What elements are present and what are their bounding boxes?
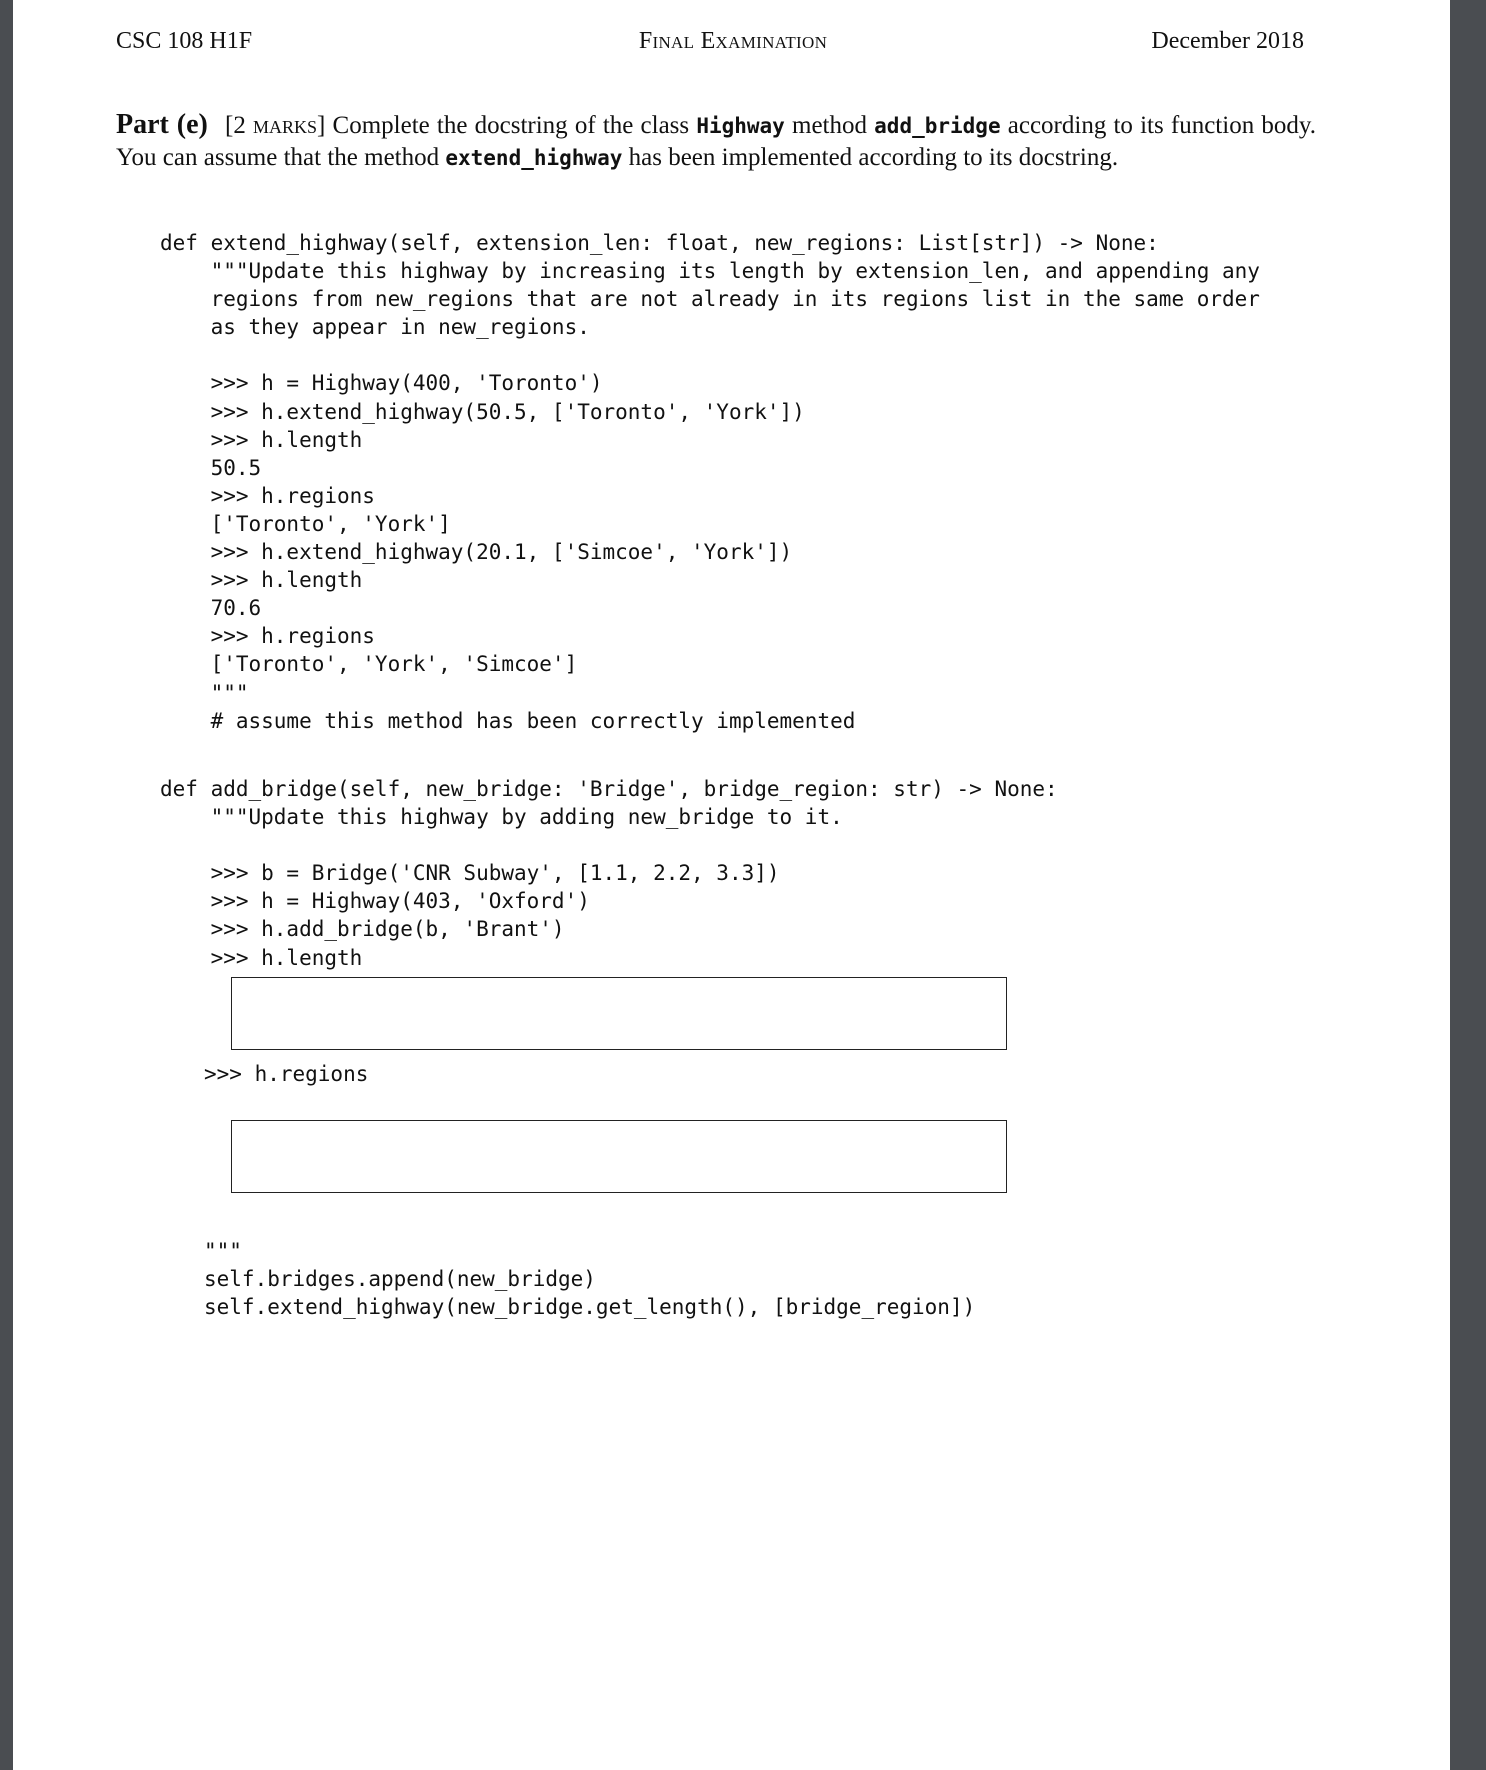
part-label: Part (e) bbox=[116, 109, 208, 140]
course-code: CSC 108 H1F bbox=[116, 28, 253, 54]
add-bridge-code: def add_bridge(self, new_bridge: 'Bridge', bridge_region: str) -> None: """Update this highway by adding new_bridge to it. >>> b = Bridge('CNR Subway', [1.1, 2.2, 3.3]) >>> h = Highway(403, 'Oxford') >>> h.add_bridge(b, 'Brant') >>> h.length bbox=[160, 777, 1058, 970]
extend-highway-code: def extend_highway(self, extension_len: float, new_regions: List[str]) -> None: """Update this highway by increasing its length by extension_len, and appending any regions from new_regions that are not already in its regions list in the same order as they appear in new_regions. >>> h = Highway(400, 'Toronto') >>> h.extend_highway(50.5, ['Toronto', 'York']) >>> h.length 50.5 >>> h.regions ['Toronto', 'York'] >>> h.extend_highway(20.1, ['Simcoe', 'York']) >>> h.length 70.6 >>> h.regions ['Toronto', 'York', 'Simcoe'] """ # assume this method has been correctly implemented bbox=[160, 231, 1260, 733]
regions-answer-box[interactable] bbox=[231, 1120, 1007, 1193]
prompt-text-2: method bbox=[784, 112, 875, 139]
exam-date: December 2018 bbox=[1151, 28, 1304, 54]
regions-prompt-code: >>> h.regions bbox=[204, 1062, 369, 1086]
method-name: add_bridge bbox=[874, 114, 1001, 138]
class-name: Highway bbox=[696, 114, 785, 138]
exam-page bbox=[13, 0, 1450, 1770]
prompt-text-3: according to its function body. You can assume that the method bbox=[116, 112, 1316, 171]
prompt-text-4: has been implemented according to its docstring. bbox=[622, 144, 1119, 171]
exam-title: Final Examination bbox=[638, 28, 828, 54]
marks-label: [2 marks] bbox=[225, 112, 326, 139]
helper-method-name: extend_highway bbox=[445, 146, 623, 170]
question-prompt bbox=[116, 109, 1316, 174]
length-answer-box[interactable] bbox=[231, 977, 1007, 1050]
prompt-text-1: Complete the docstring of the class bbox=[325, 112, 697, 139]
add-bridge-body-code: """ self.bridges.append(new_bridge) self.extend_highway(new_bridge.get_length(), [bridge_region]) bbox=[204, 1239, 976, 1320]
